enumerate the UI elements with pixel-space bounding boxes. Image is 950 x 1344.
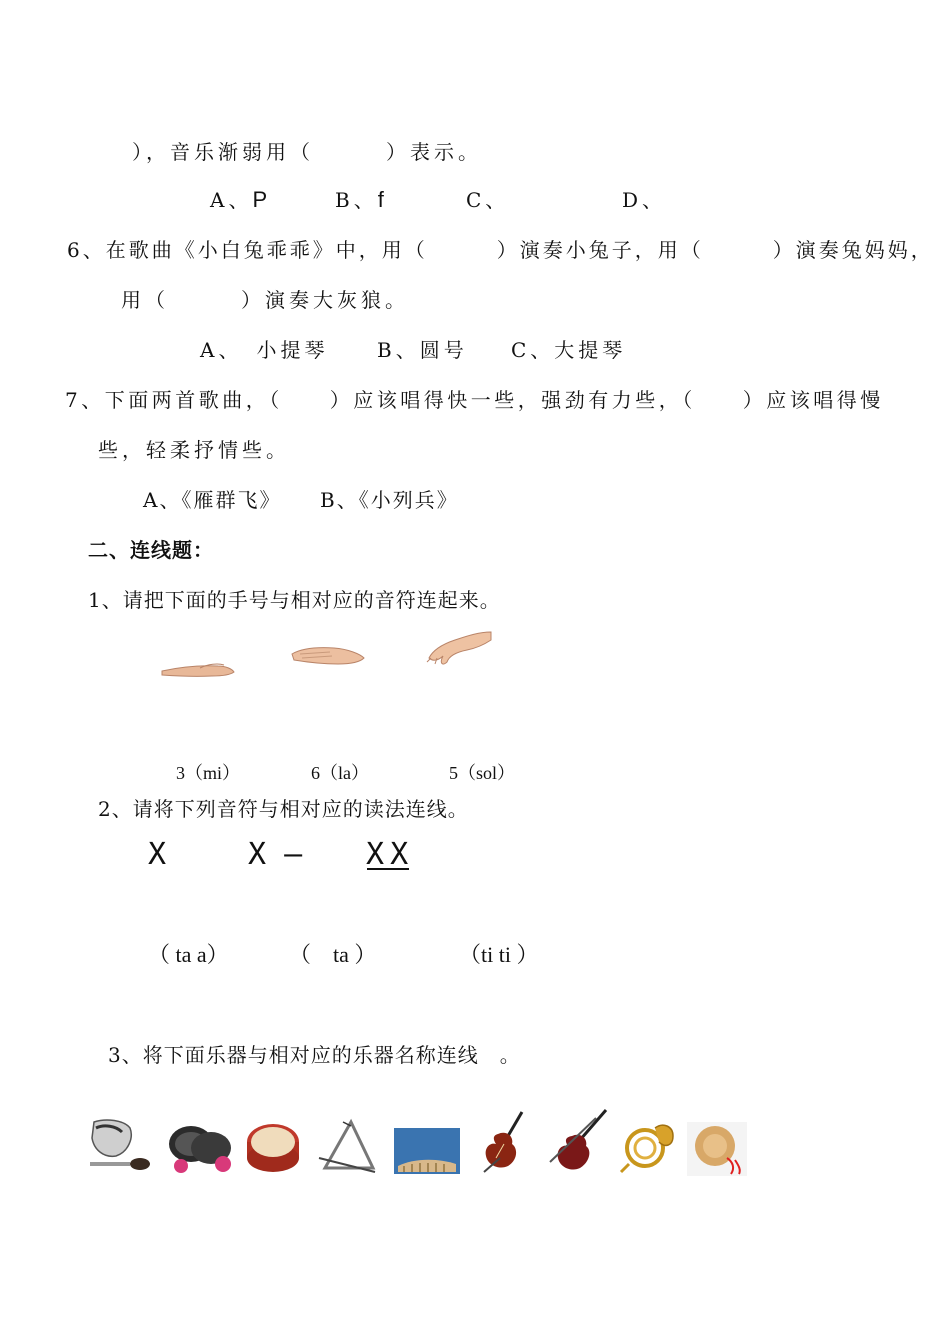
rhythm-half-note: X – — [248, 837, 303, 872]
q6-option-c: C、大提琴 — [511, 338, 627, 362]
q5-line: ），音乐渐弱用（ ）表示。 — [132, 140, 482, 164]
raised-hand-icon — [423, 628, 493, 670]
cymbals-icon — [163, 1120, 237, 1174]
note-la: 6（la） — [311, 763, 369, 783]
eighth-note-beam — [367, 868, 409, 870]
note-mi: 3（mi） — [176, 763, 241, 783]
q7-option-b: B、《小列兵》 — [320, 488, 459, 512]
q5-option-b: B、f — [335, 187, 388, 212]
castanets-icon — [687, 1122, 747, 1176]
s2-q3-prompt: 3、将下面乐器与相对应的乐器名称连线 。 — [108, 1043, 521, 1067]
q7-option-a: A、《雁群飞》 — [143, 488, 282, 512]
reading-ti-ti: （ti ti ） — [459, 942, 539, 967]
reading-ta: （ ta ） — [289, 942, 377, 967]
violin-icon — [548, 1106, 612, 1174]
q6-line2: 用（ ）演奏大灰狼。 — [121, 288, 409, 312]
french-horn-icon — [619, 1118, 677, 1174]
triangle-icon — [313, 1118, 379, 1174]
cello-icon — [478, 1108, 534, 1174]
flat-hand-icon — [160, 655, 236, 685]
q6-option-a: A、 小提琴 — [200, 338, 329, 362]
drum-icon — [245, 1120, 301, 1176]
rhythm-quarter-note: X — [148, 837, 167, 872]
wood-block-icon — [394, 1128, 460, 1174]
rhythm-eighth-notes: X X — [366, 837, 403, 872]
note-sol: 5（sol） — [449, 763, 516, 783]
reading-ta-a: （ ta a） — [148, 942, 229, 967]
q7-line1: 7、下面两首歌曲，（ ）应该唱得快一些，强劲有力些，（ ）应该唱得慢 — [65, 388, 884, 412]
s2-q2-prompt: 2、请将下列音符与相对应的读法连线。 — [98, 797, 469, 821]
q5-option-c: C、 — [466, 188, 510, 212]
section2-heading: 二、连线题： — [88, 538, 214, 562]
s2-q1-prompt: 1、请把下面的手号与相对应的音符连起来。 — [88, 588, 501, 612]
q5-option-d: D、 — [622, 188, 667, 212]
q7-line2: 些，轻柔抒情些。 — [98, 438, 290, 462]
q5-option-a: A、P — [210, 187, 272, 212]
q6-line1: 6、在歌曲《小白兔乖乖》中，用（ ）演奏小兔子，用（ ）演奏兔妈妈， — [67, 238, 934, 262]
sand-hammer-icon — [86, 1118, 152, 1174]
q6-option-b: B、圆号 — [377, 338, 468, 362]
palm-down-hand-icon — [290, 642, 368, 672]
